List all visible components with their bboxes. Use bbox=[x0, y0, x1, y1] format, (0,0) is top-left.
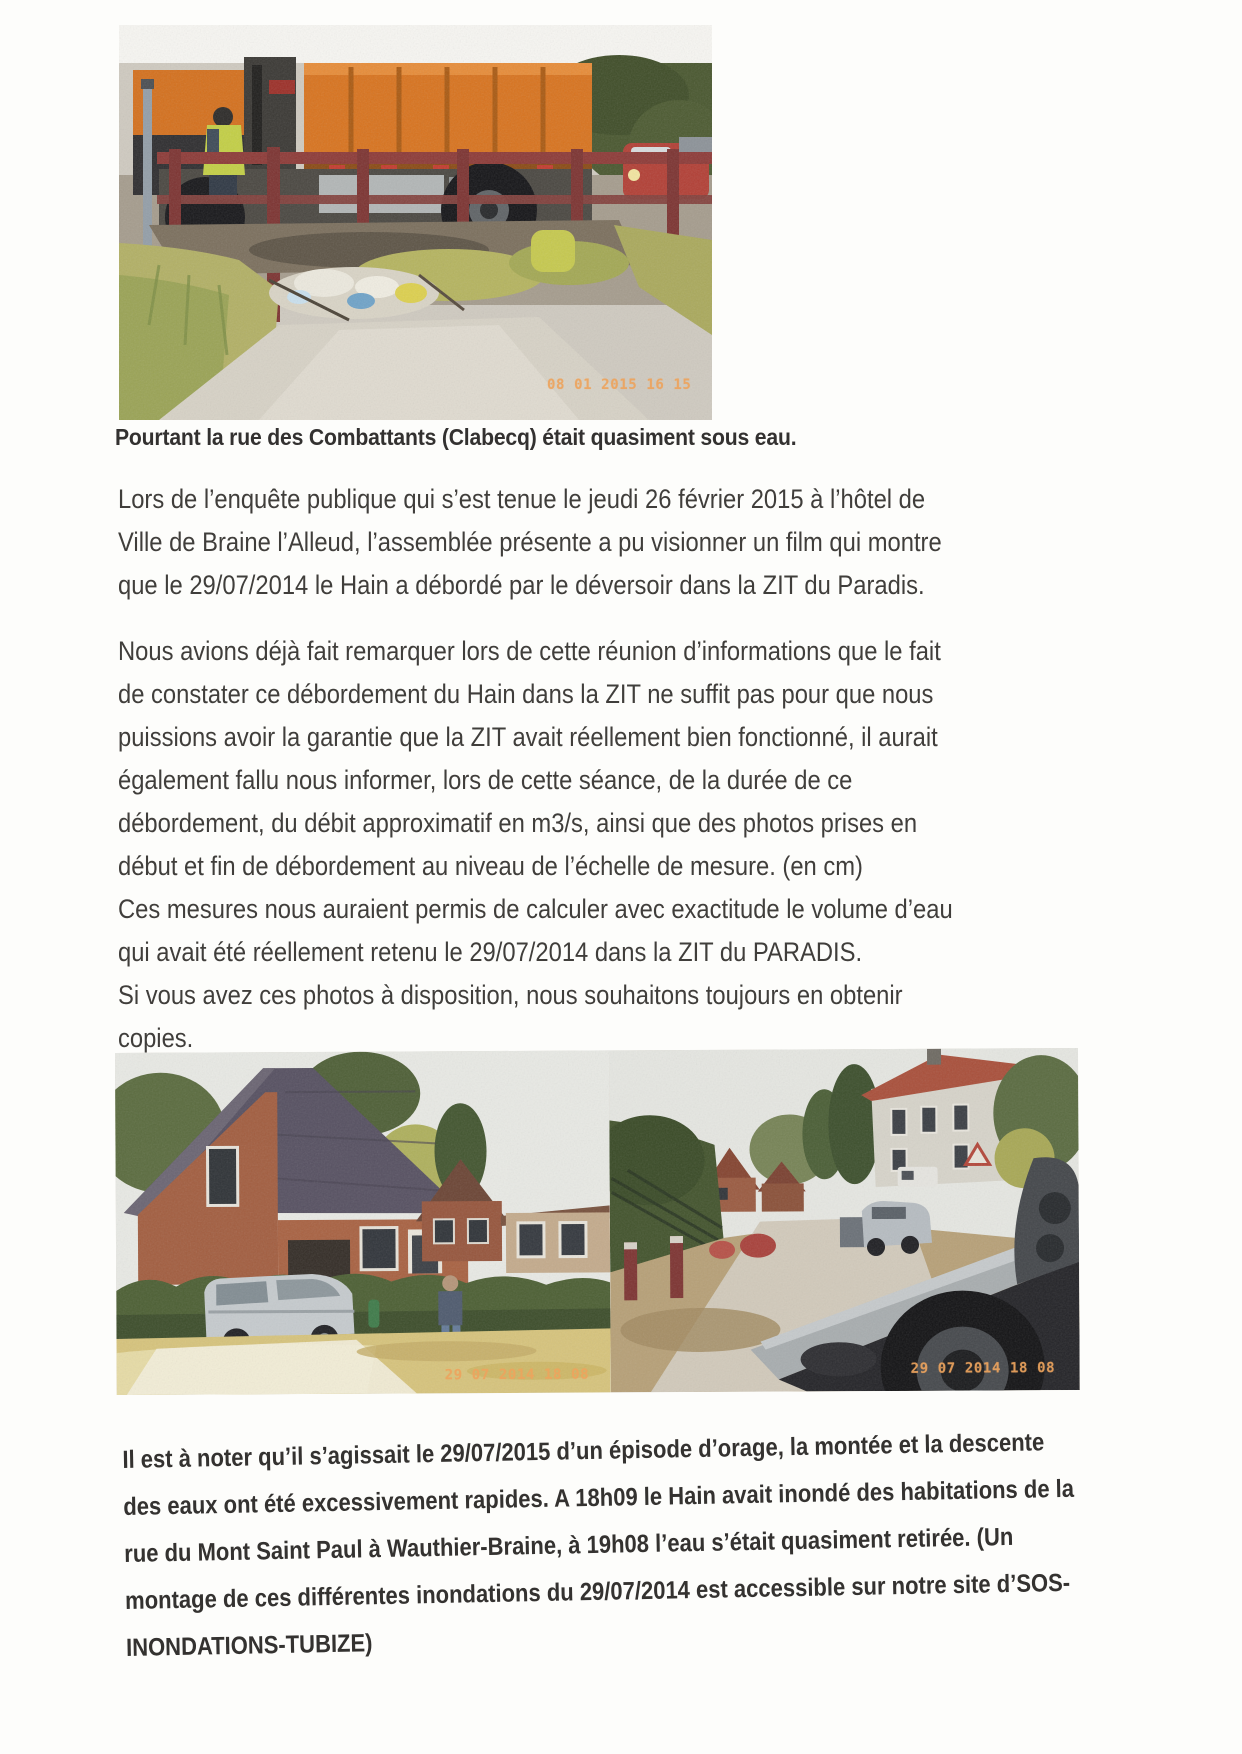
text-line: des eaux ont été excessivement rapides. A 18h09 le Hain avait inondé des habitations de la bbox=[123, 1474, 1075, 1521]
text-line: début et fin de débordement au niveau de l’échelle de mesure. (en cm) bbox=[118, 851, 863, 881]
text-line: puissions avoir la garantie que la ZIT avait réellement bien fonctionné, il aurait bbox=[118, 722, 938, 752]
photo-truck-illustration bbox=[119, 25, 712, 420]
camera-timestamp: 29 07 2014 18 08 bbox=[444, 1366, 590, 1384]
text-line: également fallu nous informer, lors de cette séance, de la durée de ce bbox=[118, 765, 853, 795]
photo-flooded-house bbox=[115, 1050, 611, 1395]
text-line: Il est à noter qu’il s’agissait le 29/07/2015 d’un épisode d’orage, la montée et la descente bbox=[122, 1428, 1045, 1474]
text-line: Nous avions déjà fait remarquer lors de cette réunion d’informations que le fait bbox=[118, 636, 941, 666]
flood-photos-row bbox=[115, 1048, 1080, 1395]
text-line: Si vous avez ces photos à disposition, nous souhaitons toujours en obtenir bbox=[118, 980, 903, 1010]
photo-caption: Pourtant la rue des Combattants (Clabecq) était quasiment sous eau. bbox=[115, 424, 797, 450]
text-line: débordement, du débit approximatif en m3/s, ainsi que des photos prises en bbox=[118, 808, 918, 838]
photo-flooded-street-towtruck bbox=[609, 1048, 1080, 1392]
text-line: copies. bbox=[118, 1023, 194, 1053]
text-line: Ville de Braine l’Alleud, l’assemblée présente a pu visionner un film qui montre bbox=[118, 527, 942, 557]
text-line: Lors de l’enquête publique qui s’est tenue le jeudi 26 février 2015 à l’hôtel de bbox=[118, 484, 926, 514]
text-line: qui avait été réellement retenu le 29/07/2014 dans la ZIT du PARADIS. bbox=[118, 937, 863, 967]
paragraph-note-orage bbox=[122, 1419, 1077, 1672]
photo-towtruck-illustration bbox=[609, 1048, 1080, 1392]
text-line: que le 29/07/2014 le Hain a débordé par le déversoir dans la ZIT du Paradis. bbox=[118, 570, 925, 600]
text-line: INONDATIONS-TUBIZE) bbox=[125, 1629, 373, 1662]
photo-house-illustration bbox=[115, 1050, 611, 1395]
text-line: Ces mesures nous auraient permis de calculer avec exactitude le volume d’eau bbox=[118, 894, 953, 924]
camera-timestamp: 08 01 2015 16 15 bbox=[547, 377, 692, 393]
paragraph-remarques-zit bbox=[118, 630, 953, 1060]
text-line: rue du Mont Saint Paul à Wauthier-Braine, à 19h08 l’eau s’était quasiment retirée. (Un bbox=[123, 1522, 1014, 1568]
text-line: montage de ces différentes inondations du 29/07/2014 est accessible sur notre site d’SOS- bbox=[124, 1568, 1071, 1615]
photo-flooded-street-truck bbox=[119, 25, 712, 420]
camera-timestamp: 29 07 2014 18 08 bbox=[910, 1360, 1056, 1377]
paragraph-enquete-publique bbox=[118, 478, 942, 607]
text-line: de constater ce débordement du Hain dans la ZIT ne suffit pas pour que nous bbox=[118, 679, 934, 709]
